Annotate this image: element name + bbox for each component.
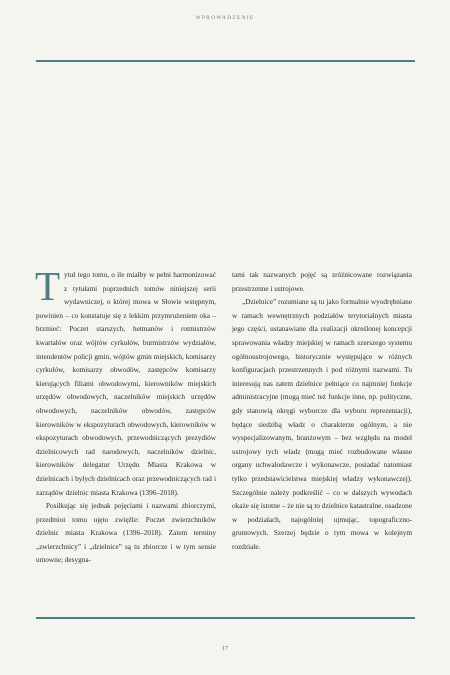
- paragraph-text: ytuł tego tomu, o ile miałby w pełni harmonizować z tytułami poprzednich tomów niniejszej serii wydawniczej, o której mowa w Słowie wstępnym, powinien – co konstatuje się z lekkim przymrużeniem oka – brzmieć: Poczet starszych, hetmanów i rotmistrzów kwartałów oraz wójtów cyrkułów, burmistrzów wydziałów, intendentów policji gmin, wójtów gmin miejskich, komisarzy cyrkułów, komisarzy obwodów, zastępców komisarzy kierujących filiami obwodowymi, kierowników miejskich urzędów obwodowych, naczelników miejskich urzędów obwodowych, naczelników obwodów, zastępców kierowników w ekspozyturach obwodowych, kierowników w ekspozyturach obwodowych, przewodniczących prezydiów dzielnicowych rad narodowych, naczelników dzielnic, kierowników delegatur Urzędu Miasta Krakowa w dzielnicach i byłych dzielnicach oraz przewodniczących rad i zarządów dzielnic miasta Krakowa (1396–2018).: [36, 271, 216, 497]
- top-rule: [36, 60, 415, 62]
- bottom-rule: [36, 617, 415, 619]
- paragraph: „Dzielnice” rozumiane są tu jako formalnie wyodrębniane w ramach wewnętrznych podziałów terytorialnych miasta jego części, ustanawiane dla realizacji określonej koncepcji sprawowania władzy miejskiej w ramach szerszego systemu ogólnoustrojowego, historycznie występujące w różnych konfiguracjach przestrzennych i pod różnymi nazwami. Tu interesują nas zatem dzielnice pełniące co najmniej funkcje administracyjne (mogą mieć też funkcje inne, np. polityczne, gdy stanowią okręgi wyborcze dla wyboru reprezentacji), będące siedzibą władz o charakterze ogólnym, a nie wyspecjalizowanym, branżowym – bez względu na model ustrojowy tych władz (mogą mieć rozbudowane własne organy uchwałodawcze i wykonawcze, posiadać natomiast tylko przedstawicielstwa miejskiej władzy wykonawczej). Szczególnie należy podkreślić – co w dalszych wywodach okaże się istotne – że nie są to dzielnice katastralne, osadzone w podziałach, najogólniej ujmując, topograficzno-gruntowych. Szerzej będzie o tym mowa w kolejnym rozdziale.: [232, 298, 412, 551]
- page-number: 17: [221, 645, 229, 652]
- paragraph: tami tak nazwanych pojęć są zróżnicowane rozwiązania przestrzenne i ustrojowe.: [232, 271, 412, 293]
- drop-cap: T: [35, 263, 61, 309]
- left-column: [35, 263, 216, 568]
- right-column: [232, 269, 412, 554]
- running-head: WPROWADZENIE: [195, 15, 255, 21]
- paragraph: [35, 263, 216, 500]
- paragraph: Posiłkując się jednak pojęciami i nazwami zbiorczymi, przedmiot tomu ujęto zwięźle: Poczet zwierzchników dzielnic miasta Krakowa (1396–2018). Zatem terminy „zwierzchnicy” i „dzielnice” są tu zbiorcze i w tym sensie umowne; desygna-: [36, 502, 216, 565]
